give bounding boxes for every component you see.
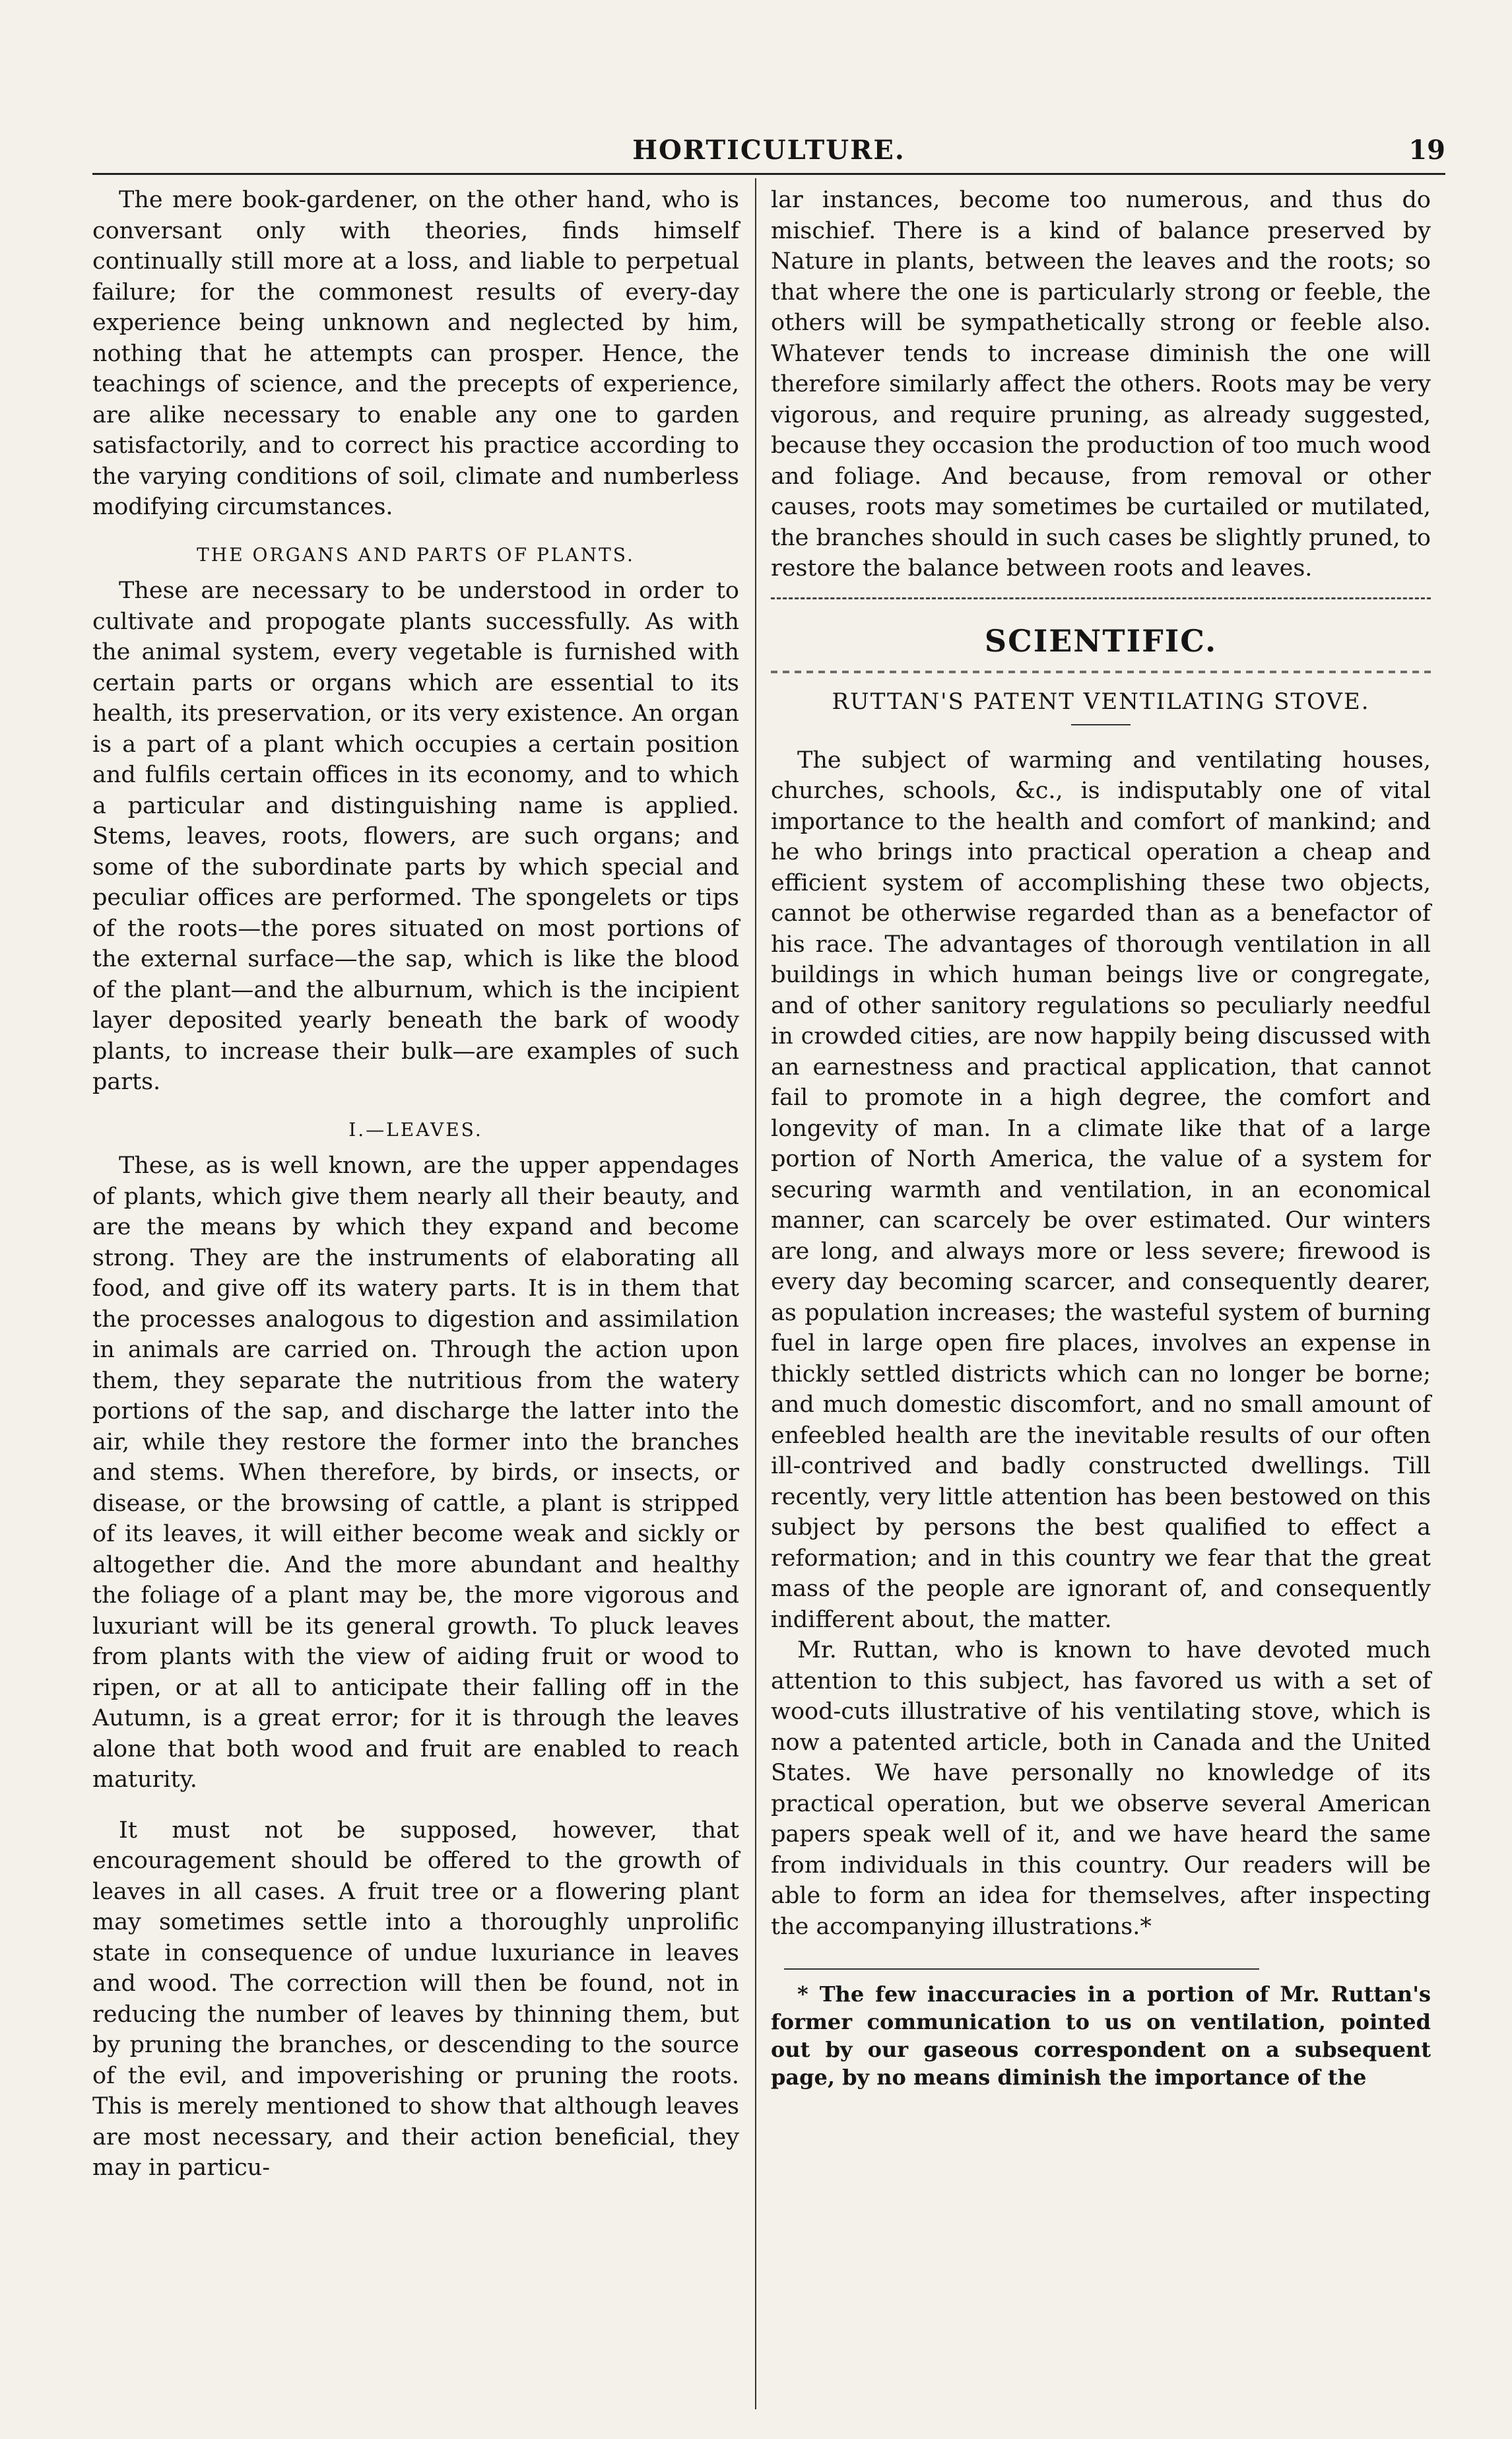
paragraph-gap bbox=[92, 1795, 739, 1815]
organs-heading: THE ORGANS AND PARTS OF PLANTS. bbox=[197, 543, 635, 566]
continued-paragraph: lar instances, become too numerous, and thus do mischief. There is a kind of balance preserved by Nature in plants, between the leaves and the roots; so that where the one is particularly strong or feeble, the others will be sympathetically strong or feeble also. Whatever tends to increase diminish the one will therefore similarly affect the others. Roots may be very vigorous, and require pruning, as already suggested, because they occasion the production of too much wood and foliage. And because, from removal or other causes, roots may sometimes be curtailed or mutilated, the branches should in such cases be slightly pruned, to restore the balance between roots and leaves. bbox=[771, 187, 1431, 582]
page-number: 19 bbox=[1408, 135, 1445, 166]
running-title: HORTICULTURE. bbox=[632, 135, 905, 166]
footnote-rule bbox=[784, 1968, 1259, 1970]
section-separator bbox=[771, 597, 1431, 599]
page-header bbox=[92, 135, 1445, 174]
title-rule bbox=[1071, 724, 1131, 725]
left-column bbox=[92, 185, 739, 2184]
column-divider bbox=[755, 178, 756, 2409]
organs-paragraph: These are necessary to be understood in order to cultivate and propogate plants successfully. As with the animal system, every vegetable is furnished with certain parts or organs which are essential to its health, its preservation, or its very existence. An organ is a part of a plant which occupies a certain position and fulfils certain offices in its economy, and to which a particular and distinguishing name is applied. Stems, leaves, roots, flowers, are such organs; and some of the subordinate parts by which special and peculiar offices are performed. The spongelets or tips of the roots—the pores situated on most portions of the external surface—the sap, which is like the blood of the plant—and the alburnum, which is the incipient layer deposited yearly beneath the bark of woody plants, to increase their bulk—are examples of such parts. bbox=[92, 578, 739, 1095]
leaves-paragraph: These, as is well known, are the upper appendages of plants, which give them nearly all their beauty, and are the means by which they expand and become strong. They are the instruments of elaborating all food, and give off its watery parts. It is in them that the processes analogous to digestion and assimilation in animals are carried on. Through the action upon them, they separate the nutritious from the watery portions of the sap, and discharge the latter into the air, while they restore the former into the branches and stems. When therefore, by birds, or insects, or disease, or the browsing of cattle, a plant is stripped of its leaves, it will either become weak and sickly or altogether die. And the more abundant and healthy the foliage of a plant may be, the more vigorous and luxuriant will be its general growth. To pluck leaves from plants with the view of aiding fruit or wood to ripen, or at all to anticipate their falling off in the Autumn, is a great error; for it is through the leaves alone that both wood and fruit are enabled to reach maturity. bbox=[92, 1153, 739, 1793]
department-title: SCIENTIFIC. bbox=[984, 622, 1218, 659]
article-title: RUTTAN'S PATENT VENTILATING STOVE. bbox=[832, 688, 1370, 715]
right-column bbox=[771, 185, 1431, 2091]
article-paragraph-1: The subject of warming and ventilating houses, churches, schools, &c., is indisputably one of vital importance to the health and comfort of mankind; and he who brings into practical operation a cheap and efficient system of accomplishing these two objects, cannot be otherwise regarded than as a benefactor of his race. The advantages of thorough ventilation in all buildings in which human beings live or congregate, and of other sanitory regulations so peculiarly needful in crowded cities, are now happily being discussed with an earnestness and practical application, that cannot fail to promote in a high degree, the comfort and longevity of man. In a climate like that of a large portion of North America, the value of a system for securing warmth and ventilation, in an economical manner, can scarcely be over estimated. Our winters are long, and always more or less severe; firewood is every day becoming scarcer, and consequently dearer, as population increases; the wasteful system of burning fuel in large open fire places, involves an expense in thickly settled districts which can no longer be borne; and much domestic discomfort, and no small amount of enfeebled health are the inevitable results of our often ill-contrived and badly constructed dwellings. Till recently, very little attention has been bestowed on this subject by persons the best qualified to effect a reformation; and in this country we fear that the great mass of the people are ignorant of, and consequently indifferent about, the matter. bbox=[771, 747, 1431, 1633]
intro-paragraph: The mere book-gardener, on the other hand, who is conversant only with theories, finds himself continually still more at a loss, and liable to perpetual failure; for the commonest results of every-day experience being unknown and neglected by him, nothing that he attempts can prosper. Hence, the teachings of science, and the precepts of experience, are alike necessary to enable any one to garden satisfactorily, and to correct his practice according to the varying conditions of soil, climate and numberless modifying circumstances. bbox=[92, 187, 739, 520]
leaves-heading: I.—LEAVES. bbox=[348, 1118, 483, 1141]
article-paragraph-2: Mr. Ruttan, who is known to have devoted much attention to this subject, has favored us with a set of wood-cuts illustrative of his ventilating stove, which is now a patented article, both in Canada and the United States. We have personally no knowledge of its practical operation, but we observe several American papers speak well of it, and we have heard the same from individuals in this country. Our readers will be able to form an idea for themselves, after inspecting the accompanying illustrations.* bbox=[771, 1637, 1431, 1940]
ornamental-rule bbox=[771, 671, 1431, 673]
caution-paragraph: It must not be supposed, however, that encouragement should be offered to the growth of leaves in all cases. A fruit tree or a flowering plant may sometimes settle into a thoroughly unprolific state in consequence of undue luxuriance in leaves and wood. The correction will then be found, not in reducing the number of leaves by thinning them, but by pruning the branches, or descending to the source of the evil, and impoverishing or pruning the roots. This is merely mentioned to show that although leaves are most necessary, and their action beneficial, they may in particu- bbox=[92, 1817, 739, 2181]
header-rule bbox=[92, 173, 1445, 175]
footnote: * The few inaccuracies in a portion of Mr. Ruttan's former communication to us on ventilation, pointed out by our gaseous correspondent on a subsequent page, by no means diminish the importance of the bbox=[771, 1982, 1431, 2090]
